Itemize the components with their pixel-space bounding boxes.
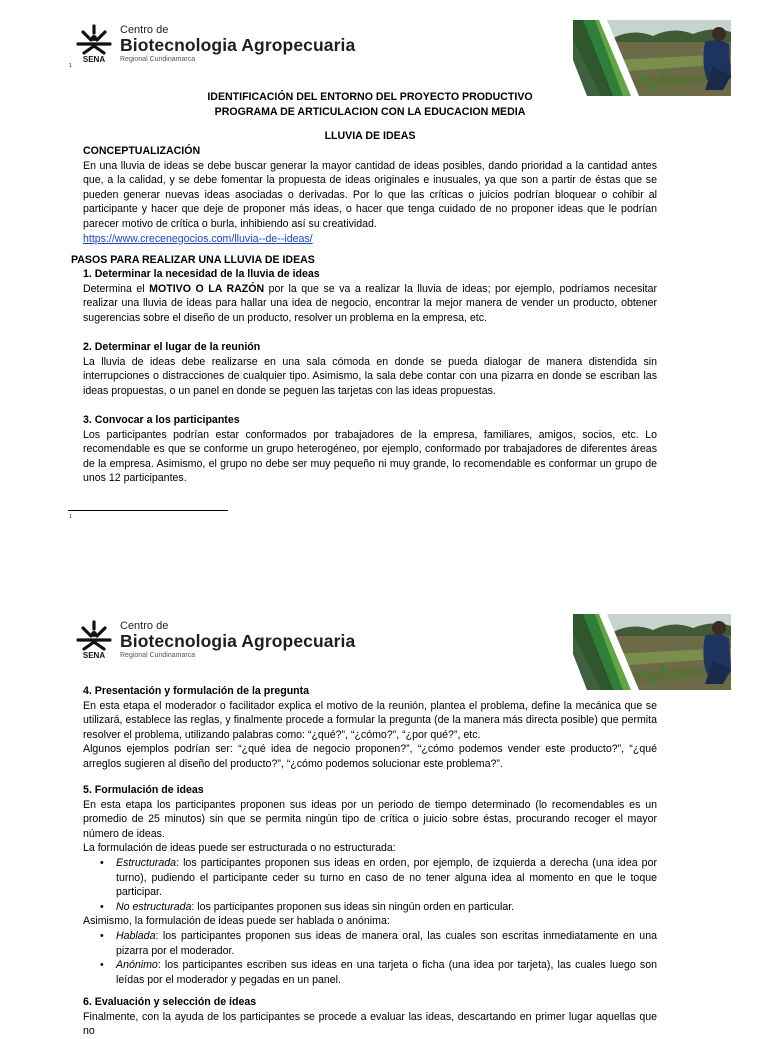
footnote-reference: 1 bbox=[69, 63, 72, 69]
step-3-paragraph: Los participantes podrían estar conformados por trabajadores de la empresa, familiares, amigos, socios, etc. Lo recomendable es que se conforme un grupo heterogéneo, por ejemplo, conformado por trabajadores de diferentes áreas de la empresa. Asimismo, el grupo no debe ser muy pequeño ni muy grande, lo recomendable es conformar un grupo de unos 12 participantes. bbox=[83, 428, 657, 485]
header-farm-photo bbox=[573, 20, 731, 96]
brand-line-3: Regional Cundinamarca bbox=[120, 56, 196, 64]
step-6 bbox=[83, 995, 657, 1039]
step-4-paragraph: En esta etapa el moderador o facilitador explica el motivo de la reunión, plantea el problema, define la mecánica que se utilizará, establece las reglas, y finalmente procede a formular la pregunta (de la manera más directa posible) que permita resolver el problema, utilizando palabras como: “¿qué?”, “¿cómo?”, “¿por qué?”, etc. bbox=[83, 699, 657, 741]
sena-logo-text: SENA bbox=[82, 651, 106, 660]
concept-heading: CONCEPTUALIZACIÓN bbox=[83, 145, 201, 157]
step-3-title: 3. Convocar a los participantes bbox=[83, 414, 240, 426]
document-page-2 bbox=[0, 590, 768, 1038]
brand-line-1: Centro de bbox=[120, 23, 169, 36]
bullet-icon: • bbox=[100, 856, 104, 869]
step-5-mode-intro: Asimismo, la formulación de ideas puede ser hablada o anónima: bbox=[83, 915, 390, 928]
source-link[interactable]: https://www.crecenegocios.com/lluvia--de--ideas/ bbox=[83, 232, 313, 245]
concept-paragraph: En una lluvia de ideas se debe buscar generar la mayor cantidad de ideas posibles, dando prioridad a la cantidad antes que, a la calidad, y se debe fomentar la propuesta de ideas originales e inusuales, ya que son a partir de éstas que se pueden generar nuevas ideas asociadas o derivadas. Por lo que las críticas o juicios podrían bloquear o cohibir al participante y hacer que deje de proponer más ideas, o hacer que tenga cuidado de no proponer ideas que le podrían parecer motivo de crítica o burla, inhibiendo así su creatividad. bbox=[83, 159, 657, 230]
step-1 bbox=[83, 267, 657, 325]
list-item: • Estructurada: los participantes proponen sus ideas en orden, por ejemplo, de izquierda a derecha (una idea por turno), pudiendo el participante ceder su turno en caso de no tener alguna idea al momento en que le toque participar. bbox=[100, 856, 657, 899]
document-title bbox=[83, 90, 657, 119]
step-1-paragraph: Determina el MOTIVO O LA RAZÓN por la que se va a realizar la lluvia de ideas; por ejemplo, podríamos necesitar realizar una lluvia de ideas para hallar una idea de negocio, encontrar la mejor manera de vender un producto, obtener sugerencias sobre el diseño de un producto, resolver un problema en la empresa, etc. bbox=[83, 282, 658, 324]
steps-heading: PASOS PARA REALIZAR UNA LLUVIA DE IDEAS bbox=[71, 254, 315, 266]
step-5-paragraph: En esta etapa los participantes proponen sus ideas por un periodo de tiempo determinado (lo recomendables es un promedio de 25 minutos) sin que se permita ningún tipo de crítica o juicio sobre éstas, procurando recoger el mayor número de ideas. bbox=[83, 798, 657, 840]
list-item: • No estructurada: los participantes proponen sus ideas sin ningún orden en particular. bbox=[100, 900, 515, 913]
brand-line-1: Centro de bbox=[120, 619, 169, 632]
concept-section bbox=[83, 144, 657, 246]
mode-list bbox=[83, 929, 657, 987]
step-2 bbox=[83, 340, 657, 398]
step-1-emphasis: MOTIVO O LA RAZÓN bbox=[149, 282, 265, 295]
list-item: • Anónimo: los participantes escriben sus ideas en una tarjeta o ficha (una idea por tarjeta), las cuales luego son leídas por el moderador y pegadas en un panel. bbox=[100, 959, 657, 986]
title-line-2: PROGRAMA DE ARTICULACION CON LA EDUCACION MEDIA bbox=[214, 105, 526, 118]
footnote-marker: 1 bbox=[69, 514, 72, 520]
header-logo bbox=[74, 24, 355, 64]
brand-name bbox=[120, 621, 355, 660]
structure-list bbox=[83, 856, 657, 914]
step-6-paragraph: Finalmente, con la ayuda de los participantes se procede a evaluar las ideas, descartando en primer lugar aquellas que no bbox=[83, 1010, 657, 1038]
sena-logo-text: SENA bbox=[82, 55, 106, 64]
brand-line-3: Regional Cundinamarca bbox=[120, 652, 196, 660]
step-5 bbox=[83, 783, 657, 987]
bullet-icon: • bbox=[100, 900, 104, 913]
step-5-title: 5. Formulación de ideas bbox=[83, 784, 204, 796]
step-2-title: 2. Determinar el lugar de la reunión bbox=[83, 341, 261, 353]
brand-name bbox=[120, 25, 355, 64]
step-3 bbox=[83, 413, 657, 486]
step-1-title: 1. Determinar la necesidad de la lluvia de ideas bbox=[83, 268, 320, 280]
bullet-icon: • bbox=[100, 959, 104, 972]
brand-line-2: Biotecnologia Agropecuaria bbox=[120, 34, 356, 55]
sena-logo-icon bbox=[74, 24, 114, 64]
step-5-structure-intro: La formulación de ideas puede ser estructurada o no estructurada: bbox=[83, 842, 396, 855]
bullet-icon: • bbox=[100, 929, 104, 942]
footnote-separator bbox=[68, 510, 228, 511]
header-logo bbox=[74, 620, 355, 660]
list-item: • Hablada: los participantes proponen sus ideas de manera oral, las cuales son escritas inmediatamente en una pizarra por el moderador. bbox=[100, 929, 657, 957]
brand-line-2: Biotecnologia Agropecuaria bbox=[120, 630, 356, 651]
step-4-title: 4. Presentación y formulación de la pregunta bbox=[83, 685, 310, 697]
step-2-paragraph: La lluvia de ideas debe realizarse en una sala cómoda en donde se pueda dialogar de manera distendida sin interrupciones o distracciones de cualquier tipo. Asimismo, la sala debe contar con una pizarra en donde se escriban las ideas propuestas, o un panel en donde se peguen las tarjetas con las ideas propuestas. bbox=[83, 355, 657, 397]
section-title: LLUVIA DE IDEAS bbox=[324, 130, 416, 142]
step-4 bbox=[83, 684, 657, 772]
title-line-1: IDENTIFICACIÓN DEL ENTORNO DEL PROYECTO PRODUCTIVO bbox=[207, 91, 533, 103]
step-6-title: 6. Evaluación y selección de ideas bbox=[83, 996, 257, 1008]
step-4-examples: Algunos ejemplos podrían ser: “¿qué idea de negocio proponen?”, “¿cómo podemos vender este producto?”, “¿qué arreglos sugieren al diseño del producto?”, “¿cómo podemos solucionar este problema?”. bbox=[83, 743, 657, 770]
sena-logo-icon bbox=[74, 620, 114, 660]
header-farm-photo bbox=[573, 614, 731, 690]
